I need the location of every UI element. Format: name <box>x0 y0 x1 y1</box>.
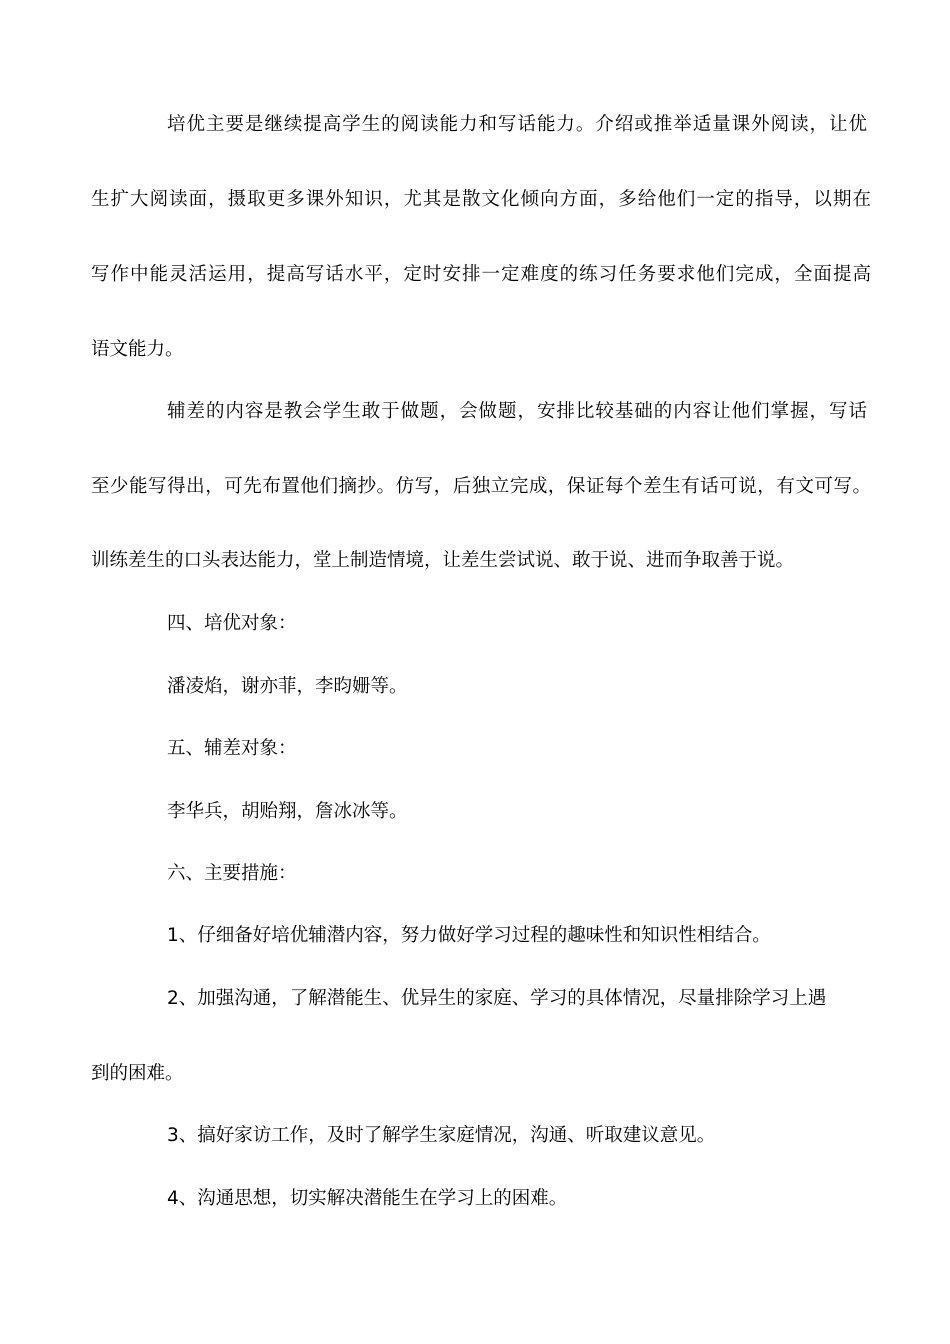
section-5-heading: 五、辅差对象： <box>167 738 297 759</box>
section-4-content: 潘凌焰，谢亦菲，李昀姗等。 <box>167 676 408 697</box>
measure-4: 4、沟通思想，切实解决潜能生在学习上的困难。 <box>167 1188 568 1209</box>
section-6-heading: 六、主要措施： <box>167 863 297 884</box>
paragraph-1-line-2: 生扩大阅读面，摄取更多课外知识，尤其是散文化倾向方面，多给他们一定的指导，以期在 <box>91 189 871 210</box>
measure-2-line-1: 2、加强沟通，了解潜能生、优异生的家庭、学习的具体情况，尽量排除学习上遇 <box>167 988 827 1009</box>
paragraph-1-line-1: 培优主要是继续提高学生的阅读能力和写话能力。介绍或推举适量课外阅读，让优 <box>167 114 867 135</box>
measure-2-line-2: 到的困难。 <box>91 1063 184 1084</box>
paragraph-1-line-3: 写作中能灵活运用，提高写话水平，定时安排一定难度的练习任务要求他们完成，全面提高 <box>91 264 871 285</box>
paragraph-2-line-3: 训练差生的口头表达能力，堂上制造情境，让差生尝试说、敢于说、进而争取善于说。 <box>91 550 795 571</box>
measure-1: 1、仔细备好培优辅潜内容，努力做好学习过程的趣味性和知识性相结合。 <box>167 925 771 946</box>
paragraph-2-line-1: 辅差的内容是教会学生敢于做题，会做题，安排比较基础的内容让他们掌握，写话 <box>167 401 867 422</box>
measure-3: 3、搞好家访工作，及时了解学生家庭情况，沟通、听取建议意见。 <box>167 1125 716 1146</box>
paragraph-2-line-2: 至少能写得出，可先布置他们摘抄。仿写，后独立完成，保证每个差生有话可说，有文可写。 <box>91 476 871 497</box>
section-5-content: 李华兵，胡贻翔，詹冰冰等。 <box>167 801 408 822</box>
paragraph-1-line-4: 语文能力。 <box>91 339 184 360</box>
section-4-heading: 四、培优对象： <box>167 613 297 634</box>
